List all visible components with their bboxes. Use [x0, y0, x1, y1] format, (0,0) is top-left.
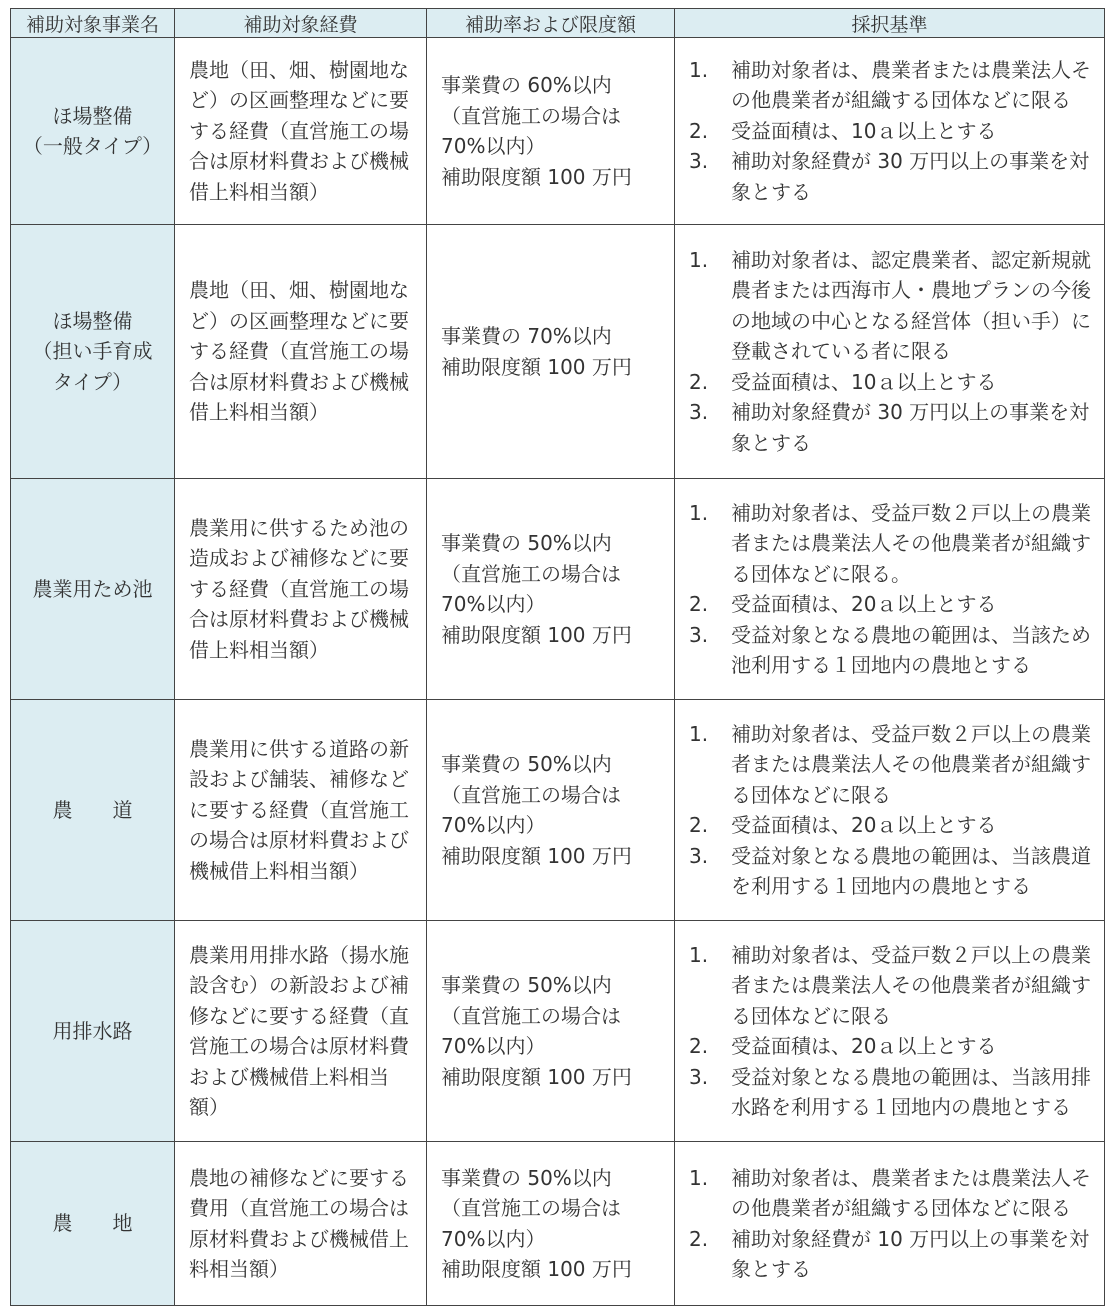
- rate-line: 70%以内）: [441, 134, 546, 158]
- rate-limit-cell: [427, 479, 675, 700]
- criteria-item: [689, 589, 1096, 620]
- criteria-list: [689, 55, 1096, 208]
- criteria-text: 受益面積は、10ａ以上とする: [731, 369, 997, 394]
- criteria-number: 3.: [689, 1064, 709, 1089]
- project-name-cell: [11, 1142, 175, 1306]
- criteria-item: [689, 146, 1096, 207]
- rate-line: 補助限度額 100 万円: [441, 1064, 632, 1089]
- eligible-cost-cell: 農業用に供する道路の新設および舗装、補修などに要する経費（直営施工の場合は原材料費および機械借上料相当額）: [175, 700, 427, 921]
- rate-line: 補助限度額 100 万円: [441, 622, 632, 647]
- criteria-number: 3.: [689, 843, 709, 868]
- project-name-cell: [11, 479, 175, 700]
- criteria-item: [689, 245, 1096, 367]
- header-criteria: 採択基準: [675, 9, 1105, 38]
- header-rate-limit: 補助率および限度額: [427, 9, 675, 38]
- rate-line: 事業費の 60%以内: [441, 73, 612, 97]
- project-name-line: ほ場整備: [52, 103, 133, 128]
- criteria-item: [689, 620, 1096, 681]
- project-name-line: 用排水路: [52, 1018, 133, 1043]
- criteria-item: [689, 116, 1096, 147]
- rate-line: （直営施工の場合は: [441, 782, 621, 807]
- criteria-text: 受益面積は、10ａ以上とする: [731, 118, 997, 143]
- criteria-item: [689, 397, 1096, 458]
- project-name-line: （一般タイプ）: [22, 134, 163, 158]
- rate-line: 70%以内）: [441, 592, 546, 616]
- criteria-text: 受益面積は、20ａ以上とする: [731, 1034, 997, 1058]
- criteria-item: [689, 719, 1096, 811]
- project-name-line: 農 道: [52, 797, 133, 822]
- criteria-list: [689, 1163, 1096, 1285]
- criteria-text: 受益対象となる農地の範囲は、当該農道を利用する１団地内の農地とする: [731, 843, 1091, 898]
- eligible-cost-cell: 農業用に供するため池の造成および補修などに要する経費（直営施工の場合は原材料費および機械借上料相当額）: [175, 479, 427, 700]
- rate-line: 補助限度額 100 万円: [441, 1257, 632, 1281]
- rate-line: （直営施工の場合は: [441, 1003, 621, 1028]
- criteria-item: [689, 367, 1096, 398]
- rate-line: 70%以内）: [441, 1034, 546, 1058]
- table-row: [11, 921, 1105, 1142]
- criteria-text: 受益面積は、20ａ以上とする: [731, 592, 997, 616]
- criteria-item: [689, 1163, 1096, 1224]
- header-project-name: 補助対象事業名: [11, 9, 175, 38]
- criteria-text: 補助対象経費が 30 万円以上の事業を対象とする: [731, 400, 1090, 455]
- header-row: [11, 9, 1105, 38]
- criteria-list: [689, 498, 1096, 681]
- criteria-item: [689, 1062, 1096, 1123]
- criteria-number: 3.: [689, 400, 709, 425]
- criteria-list: [689, 719, 1096, 902]
- project-name-cell: [11, 921, 175, 1142]
- rate-line: （直営施工の場合は: [441, 561, 621, 586]
- criteria-text: 受益面積は、20ａ以上とする: [731, 813, 997, 837]
- rate-line: 事業費の 50%以内: [441, 531, 612, 555]
- criteria-number: 2.: [689, 813, 709, 837]
- criteria-number: 2.: [689, 1034, 709, 1058]
- rate-limit-cell: [427, 1142, 675, 1306]
- criteria-item: [689, 940, 1096, 1032]
- rate-line: 補助限度額 100 万円: [441, 843, 632, 868]
- criteria-number: 3.: [689, 622, 709, 647]
- criteria-text: 補助対象者は、認定農業者、認定新規就農者または西海市人・農地プランの今後の地域の中心となる経営体（担い手）に登載されている者に限る: [731, 247, 1091, 364]
- rate-line: 事業費の 50%以内: [441, 1165, 612, 1190]
- project-name-line: タイプ）: [52, 369, 133, 394]
- criteria-text: 補助対象経費が 10 万円以上の事業を対象とする: [731, 1226, 1090, 1281]
- criteria-number: 2.: [689, 118, 709, 143]
- criteria-number: 1.: [689, 500, 709, 525]
- project-name-line: 農業用ため池: [32, 576, 153, 601]
- header-eligible-cost: 補助対象経費: [175, 9, 427, 38]
- project-name-cell: [11, 700, 175, 921]
- criteria-text: 補助対象者は、受益戸数２戸以上の農業者または農業法人その他農業者が組織する団体などに限る。: [731, 500, 1091, 586]
- criteria-number: 3.: [689, 149, 709, 174]
- criteria-item: [689, 498, 1096, 590]
- rate-line: 事業費の 50%以内: [441, 752, 612, 776]
- rate-limit-cell: [427, 38, 675, 225]
- table-row: [11, 38, 1105, 225]
- criteria-list: [689, 245, 1096, 459]
- project-name-line: （担い手育成: [32, 339, 153, 364]
- criteria-number: 2.: [689, 369, 709, 394]
- criteria-cell: [675, 479, 1105, 700]
- criteria-text: 補助対象者は、農業者または農業法人その他農業者が組織する団体などに限る: [731, 1165, 1091, 1220]
- criteria-item: [689, 1031, 1096, 1062]
- criteria-number: 1.: [689, 57, 709, 82]
- criteria-item: [689, 1224, 1096, 1285]
- eligible-cost-cell: 農地の補修などに要する費用（直営施工の場合は原材料費および機械借上料相当額）: [175, 1142, 427, 1306]
- eligible-cost-cell: 農地（田、畑、樹園地など）の区画整理などに要する経費（直営施工の場合は原材料費および機械借上料相当額）: [175, 38, 427, 225]
- criteria-cell: [675, 1142, 1105, 1306]
- table-row: [11, 1142, 1105, 1306]
- rate-line: 事業費の 50%以内: [441, 973, 612, 997]
- criteria-number: 1.: [689, 1165, 709, 1190]
- criteria-text: 補助対象者は、農業者または農業法人その他農業者が組織する団体などに限る: [731, 57, 1091, 113]
- criteria-number: 1.: [689, 942, 709, 967]
- criteria-item: [689, 810, 1096, 841]
- project-name-line: 農 地: [52, 1211, 133, 1236]
- rate-limit-cell: [427, 700, 675, 921]
- rate-line: 補助限度額 100 万円: [441, 164, 632, 189]
- criteria-item: [689, 55, 1096, 116]
- subsidy-table: [10, 8, 1105, 1306]
- criteria-item: [689, 841, 1096, 902]
- rate-line: （直営施工の場合は: [441, 103, 621, 128]
- rate-line: 事業費の 70%以内: [441, 324, 612, 348]
- rate-line: 補助限度額 100 万円: [441, 354, 632, 379]
- project-name-cell: [11, 225, 175, 479]
- criteria-number: 2.: [689, 592, 709, 616]
- table-row: [11, 225, 1105, 479]
- criteria-list: [689, 940, 1096, 1123]
- criteria-cell: [675, 700, 1105, 921]
- rate-line: （直営施工の場合は: [441, 1196, 621, 1220]
- table-row: [11, 479, 1105, 700]
- criteria-text: 受益対象となる農地の範囲は、当該用排水路を利用する１団地内の農地とする: [731, 1064, 1091, 1119]
- criteria-number: 2.: [689, 1226, 709, 1251]
- criteria-text: 補助対象者は、受益戸数２戸以上の農業者または農業法人その他農業者が組織する団体などに限る: [731, 721, 1091, 807]
- criteria-cell: [675, 225, 1105, 479]
- rate-limit-cell: [427, 921, 675, 1142]
- eligible-cost-cell: 農業用用排水路（揚水施設含む）の新設および補修などに要する経費（直営施工の場合は原材料費および機械借上料相当額）: [175, 921, 427, 1142]
- project-name-cell: [11, 38, 175, 225]
- criteria-number: 1.: [689, 721, 709, 746]
- rate-limit-cell: [427, 225, 675, 479]
- table-row: [11, 700, 1105, 921]
- rate-line: 70%以内）: [441, 1226, 546, 1251]
- project-name-line: ほ場整備: [52, 308, 133, 333]
- criteria-cell: [675, 921, 1105, 1142]
- criteria-text: 補助対象者は、受益戸数２戸以上の農業者または農業法人その他農業者が組織する団体などに限る: [731, 942, 1091, 1028]
- criteria-cell: [675, 38, 1105, 225]
- rate-line: 70%以内）: [441, 813, 546, 837]
- criteria-number: 1.: [689, 247, 709, 272]
- criteria-text: 補助対象経費が 30 万円以上の事業を対象とする: [731, 149, 1090, 204]
- criteria-text: 受益対象となる農地の範囲は、当該ため池利用する１団地内の農地とする: [731, 622, 1091, 677]
- eligible-cost-cell: 農地（田、畑、樹園地など）の区画整理などに要する経費（直営施工の場合は原材料費および機械借上料相当額）: [175, 225, 427, 479]
